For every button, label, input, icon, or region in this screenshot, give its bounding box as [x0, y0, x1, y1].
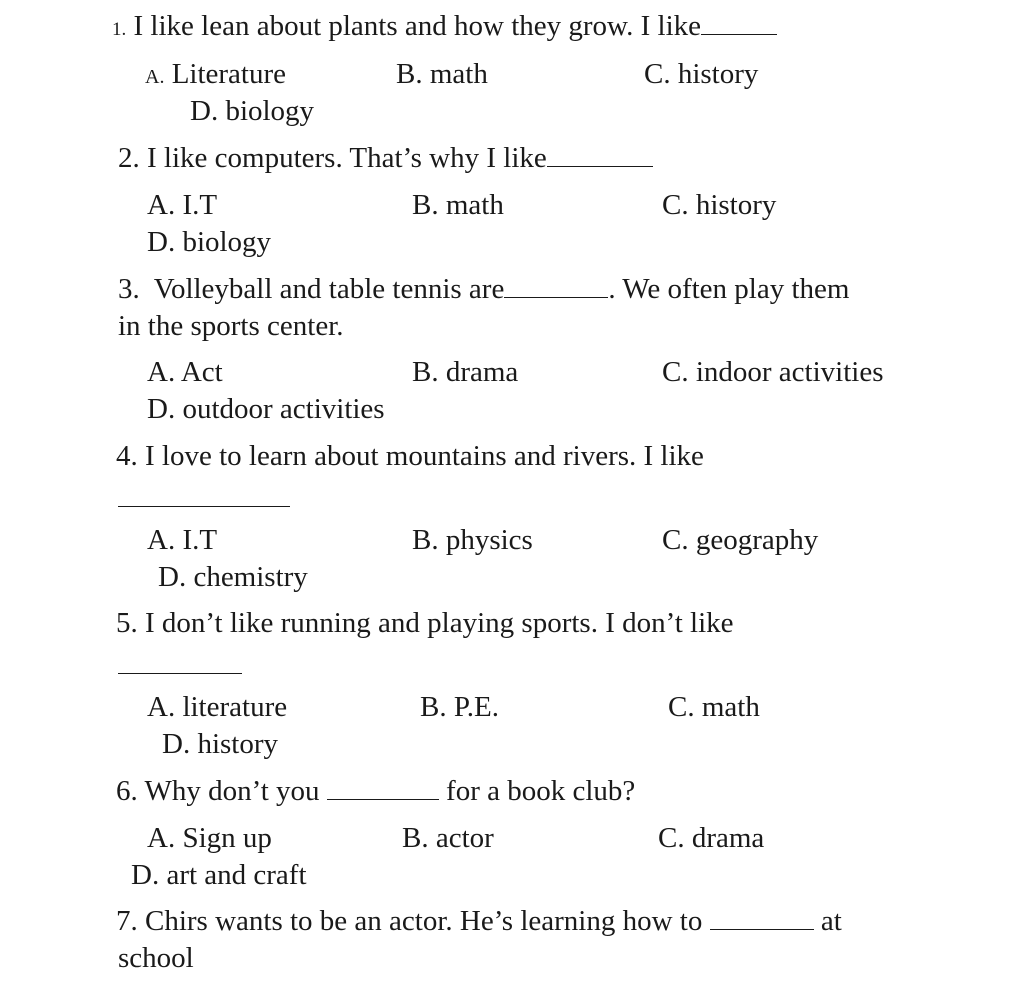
- option-b[interactable]: B. physics: [412, 524, 533, 556]
- page-bottom-edge: [0, 985, 1024, 993]
- question-number: 2.: [118, 142, 140, 174]
- question-text: Chirs wants to be an actor. He’s learning how to: [145, 905, 703, 937]
- option-c[interactable]: C. geography: [662, 524, 819, 556]
- answer-blank[interactable]: [118, 673, 242, 674]
- option-c[interactable]: C. math: [668, 691, 760, 723]
- option-c[interactable]: C. drama: [658, 822, 765, 854]
- question-6: [116, 773, 635, 809]
- option-b[interactable]: B. actor: [402, 822, 494, 854]
- option-a[interactable]: A. Sign up: [147, 822, 272, 854]
- question-number: 1.: [112, 19, 127, 40]
- option-a[interactable]: A. literature: [147, 691, 288, 723]
- option-d[interactable]: D. biology: [190, 95, 315, 127]
- question-text: Why don’t you: [144, 775, 320, 807]
- option-a[interactable]: [145, 56, 286, 95]
- question-text: I don’t like running and playing sports. I don’t like: [145, 607, 734, 639]
- option-d[interactable]: D. art and craft: [131, 859, 307, 891]
- question-3-line2: in the sports center.: [118, 310, 344, 342]
- option-c[interactable]: C. history: [644, 58, 759, 90]
- question-2: [118, 140, 653, 176]
- option-b[interactable]: B. P.E.: [420, 691, 499, 723]
- option-c[interactable]: C. indoor activities: [662, 356, 884, 388]
- question-number: 4.: [116, 440, 138, 472]
- question-number: 6.: [116, 775, 138, 807]
- question-7: [116, 903, 842, 939]
- question-text-after: at: [820, 905, 842, 937]
- option-text: Literature: [171, 58, 287, 90]
- option-c[interactable]: C. history: [662, 189, 777, 221]
- option-d[interactable]: D. outdoor activities: [147, 393, 385, 425]
- question-5: [116, 605, 734, 641]
- question-number: 3.: [118, 273, 140, 305]
- answer-blank[interactable]: [504, 273, 608, 298]
- option-d[interactable]: D. chemistry: [158, 561, 308, 593]
- question-text-after: . We often play them: [608, 273, 850, 305]
- question-text: I like computers. That’s why I like: [147, 142, 547, 174]
- option-letter: A.: [145, 66, 165, 88]
- question-3: [118, 271, 849, 307]
- question-4: [116, 438, 704, 474]
- option-b[interactable]: B. math: [412, 189, 504, 221]
- answer-blank[interactable]: [710, 905, 814, 930]
- option-b[interactable]: B. math: [396, 58, 488, 90]
- option-a[interactable]: A. I.T: [147, 524, 218, 556]
- question-text: I love to learn about mountains and rivers. I like: [145, 440, 704, 472]
- answer-blank[interactable]: [547, 142, 653, 167]
- question-number: 5.: [116, 607, 138, 639]
- answer-blank[interactable]: [701, 10, 777, 35]
- answer-blank[interactable]: [327, 775, 439, 800]
- option-a[interactable]: A. Act: [147, 356, 223, 388]
- question-text-after: for a book club?: [446, 775, 636, 807]
- option-d[interactable]: D. history: [162, 728, 278, 760]
- option-a[interactable]: A. I.T: [147, 189, 218, 221]
- question-text: I like lean about plants and how they grow. I like: [133, 10, 701, 42]
- question-1: [112, 8, 777, 48]
- option-d[interactable]: D. biology: [147, 226, 272, 258]
- question-7-line2: school: [118, 942, 194, 974]
- answer-blank[interactable]: [118, 506, 290, 507]
- question-text: Volleyball and table tennis are: [153, 273, 505, 305]
- question-number: 7.: [116, 905, 138, 937]
- option-b[interactable]: B. drama: [412, 356, 519, 388]
